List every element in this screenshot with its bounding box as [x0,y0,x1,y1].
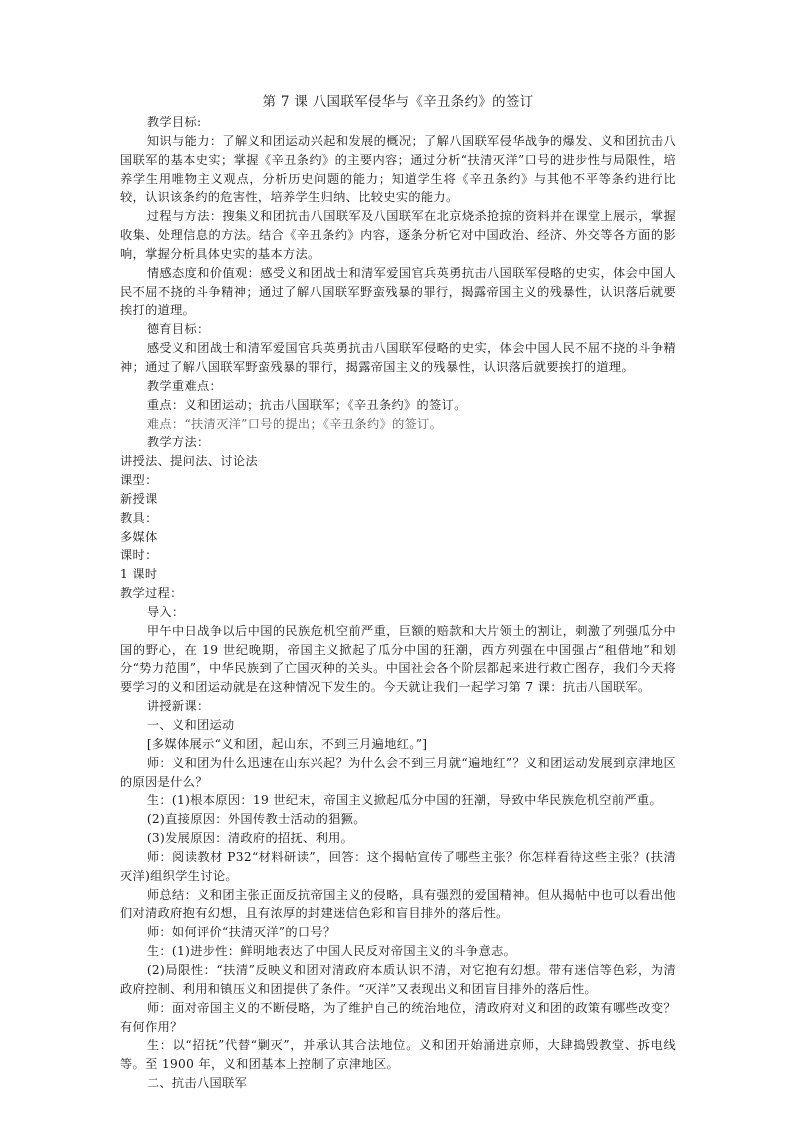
paragraph: 教学重难点： [146,378,223,393]
paragraph: 课时： [120,548,158,563]
paragraph: 师：义和团为什么迅速在山东兴起？为什么会不到三月就“遍地红”？义和团运动发展到京津地区的原因是什么？ [120,755,676,789]
paragraph: 教具： [120,510,158,525]
paragraph: 新授课 [120,491,158,506]
paragraph: 师：阅读教材 P32“材料研读”，回答：这个揭帖宣传了哪些主张？你怎样看待这些主张？(扶清灭洋)组织学生讨论。 [120,849,676,883]
paragraph: 难点：“扶清灭洋”口号的提出；《辛丑条约》的签订。 [146,416,443,431]
paragraph: 甲午中日战争以后中国的民族危机空前严重，巨额的赔款和大片领土的割让，刺激了列强瓜分中国的野心，在 19 世纪晚期，帝国主义掀起了瓜分中国的狂潮，西方列强在中国强占“租借地”和划分“势力范围”，中华民族到了亡国灭种的关头。中国社会各个阶层都起来进行救亡图存，我们今天将要学习的义和团运动就是在这种情况下发生的。今天就让我们一起学习第 7 课：抗击八国联军。 [120,623,676,695]
paragraph: 生：(1)根本原因：19 世纪末，帝国主义掀起瓜分中国的狂潮，导致中华民族危机空前严重。 [146,793,662,808]
document-page [120,92,676,1093]
paragraph: 师总结：义和团主张正面反抗帝国主义的侵略，具有强烈的爱国精神。但从揭帖中也可以看出他们对清政府抱有幻想，且有浓厚的封建迷信色彩和盲目排外的落后性。 [120,887,676,921]
paragraph: 教学方法： [146,435,210,450]
paragraph: 一、义和团运动 [146,718,235,732]
paragraph: [多媒体展示“义和团，起山东，不到三月遍地红。”] [146,736,428,751]
paragraph: (3)发展原因：清政府的招抚、利用。 [146,831,354,846]
paragraph: 教学目标: [146,115,202,129]
paragraph: 生：(1)进步性：鲜明地表达了中国人民反对帝国主义的斗争意志。 [146,944,517,959]
paragraph: 过程与方法：搜集义和团抗击八国联军及八国联军在北京烧杀抢掠的资料并在课堂上展示，掌握收集、处理信息的方法。结合《辛丑条约》内容，逐条分析它对中国政治、经济、外交等各方面的影响，掌握分析具体史实的基本方法。 [120,209,676,261]
document-body [120,113,676,1093]
paragraph: (2)局限性：“扶清”反映义和团对清政府本质认识不清，对它抱有幻想。带有迷信等色彩，为清政府控制、利用和镇压义和团提供了条件。“灭洋”又表现出义和团盲目排外的落后性。 [120,962,676,996]
paragraph: 情感态度和价值观：感受义和团战士和清军爱国官兵英勇抗击八国联军侵略的史实，体会中国人民不屈不挠的斗争精神；通过了解八国联军野蛮残暴的罪行，揭露帝国主义的残暴性，认识落后就要挨打的道理。 [120,265,676,318]
document-title: 第 7 课 八国联军侵华与《辛丑条约》的签订 [262,94,534,110]
paragraph: 师：如何评价“扶清灭洋”的口号？ [146,925,336,940]
paragraph: 课型： [120,473,158,488]
paragraph: 师：面对帝国主义的不断侵略，为了维护自己的统治地位，清政府对义和团的政策有哪些改变？有何作用？ [120,1000,676,1034]
paragraph: (2)直接原因：外国传教士活动的猖獗。 [146,812,366,827]
paragraph: 1 课时 [120,567,158,582]
paragraph: 导入： [146,604,185,619]
paragraph: 德育目标： [146,322,210,337]
paragraph: 讲授新课： [146,699,210,714]
paragraph: 感受义和团战士和清军爱国官兵英勇抗击八国联军侵略的史实，体会中国人民不屈不挠的斗争精神；通过了解八国联军野蛮残暴的罪行，揭露帝国主义的残暴性，认识落后就要挨打的道理。 [120,341,676,374]
paragraph: 二、抗击八国联军 [146,1076,248,1091]
paragraph: 知识与能力：了解义和团运动兴起和发展的概况；了解八国联军侵华战争的爆发、义和团抗击八国联军的基本史实；掌握《辛丑条约》的主要内容；通过分析“扶清灭洋”口号的进步性与局限性，培养学生用唯物主义观点，分析历史问题的能力；知道学生将《辛丑条约》与其他不平等条约进行比较，认识该条约的危害性，培养学生归纳、比较史实的能力。 [120,133,676,205]
paragraph: 重点：义和团运动；抗击八国联军；《辛丑条约》的签订。 [146,397,467,412]
paragraph: 生：以“招抚”代替“剿灭”，并承认其合法地位。义和团开始涌进京师，大肆捣毁教堂、拆电线等。至 1900 年，义和团基本上控制了京津地区。 [120,1038,676,1072]
paragraph: 教学过程： [120,586,183,601]
paragraph: 多媒体 [120,529,158,544]
paragraph: 讲授法、提问法、讨论法 [120,454,258,469]
